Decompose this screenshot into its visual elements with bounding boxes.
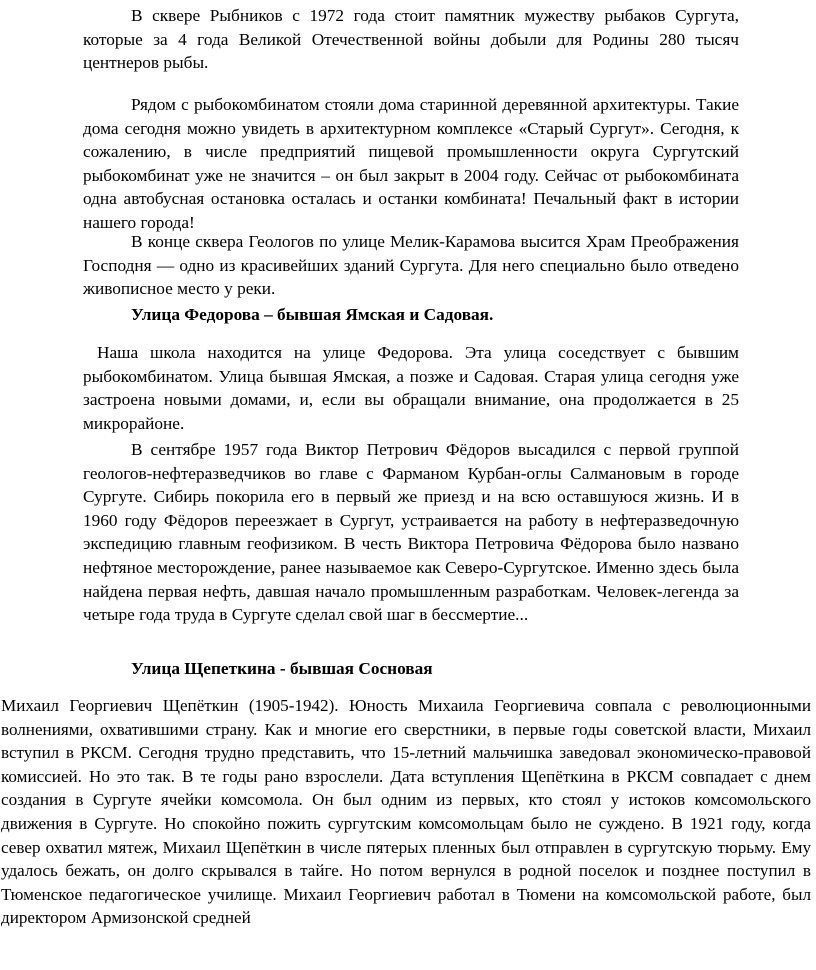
- paragraph-text: Рядом с рыбокомбинатом стояли дома старинной деревянной архитектуры. Такие дома сегодня можно увидеть в архитектурном комплексе «Старый Сургут». Сегодня, к сожалению, в числе предприятий пищевой промышленности округа Сургутский рыбокомбинат уже не значится – он был закрыт в 2004 году. Сейчас от рыбокомбината одна автобусная остановка осталась и останки комбината! Печальный факт в истории нашего города!: [83, 95, 739, 232]
- paragraph-text: В сентябре 1957 года Виктор Петрович Фёдоров высадился с первой группой геологов-нефтеразведчиков во главе с Фарманом Курбан-оглы Салмановым в городе Сургуте. Сибирь покорила его в первый же приезд и на всю оставшуюся жизнь. И в 1960 году Фёдоров переезжает в Сургут, устраивается на работу в нефтеразведочную экспедицию главным геофизиком. В честь Виктора Петровича Фёдорова было названо нефтяное месторождение, ранее называемое как Северо-Сургутское. Именно здесь была найдена первая нефть, давшая начало промышленным разработкам. Человек-легенда за четыре года труда в Сургуте сделал свой шаг в бессмертие...: [83, 440, 739, 625]
- paragraph-fishermen-monument: [83, 4, 739, 75]
- paragraph-viktor-fedorov: [83, 438, 739, 627]
- section-heading-shchepetkina-street: Улица Щепеткина - бывшая Сосновая: [131, 659, 433, 678]
- paragraph-text: В конце сквера Геологов по улице Мелик-Карамова высится Храм Преображения Господня — одно из красивейших зданий Сургута. Для него специально было отведено живописное место у реки.: [83, 232, 739, 299]
- paragraph-text: Михаил Георгиевич Щепёткин (1905-1942). Юность Михаила Георгиевича совпала с революционными волнениями, охватившими страну. Как и многие его сверстники, в первые годы советской власти, Михаил вступил в РКСМ. Сегодня трудно представить, что 15-летний мальчишка заведовал экономическо-правовой комиссией. Но это так. В те годы рано взрослели. Дата вступления Щепёткина в РКСМ совпадает с днем создания в Сургуте ячейки комсомола. Он был одним из первых, кто стоял у истоков комсомольского движения в Сургуте. Но спокойно пожить сургутским комсомольцам было не суждено. В 1921 году, когда север охватил мятеж, Михаил Щепёткин в числе пятерых пленных был отправлен в сургутскую тюрьму. Ему удалось бежать, он долго скрывался в тайге. Но потом вернулся в родной поселок и позднее поступил в Тюменское педагогическое училище. Михаил Георгиевич работал в Тюмени на комсомольской работе, был директором Армизонской средней: [1, 696, 811, 928]
- section-heading-fedorova-street: Улица Федорова – бывшая Ямская и Садовая.: [131, 305, 494, 324]
- paragraph-mikhail-shchepetkin: [1, 694, 811, 930]
- paragraph-text: Наша школа находится на улице Федорова. Эта улица соседствует с бывшим рыбокомбинатом. Улица бывшая Ямская, а позже и Садовая. Старая улица сегодня уже застроена новыми домами, и, если вы обращали внимание, она продолжается в 25 микрорайоне.: [83, 343, 739, 433]
- paragraph-text: В сквере Рыбников с 1972 года стоит памятник мужеству рыбаков Сургута, которые за 4 года Великой Отечественной войны добыли для Родины 280 тысяч центнеров рыбы.: [83, 6, 739, 73]
- paragraph-fish-factory: [83, 93, 739, 235]
- paragraph-transfiguration-church: [83, 230, 739, 301]
- paragraph-school-street: [83, 341, 739, 435]
